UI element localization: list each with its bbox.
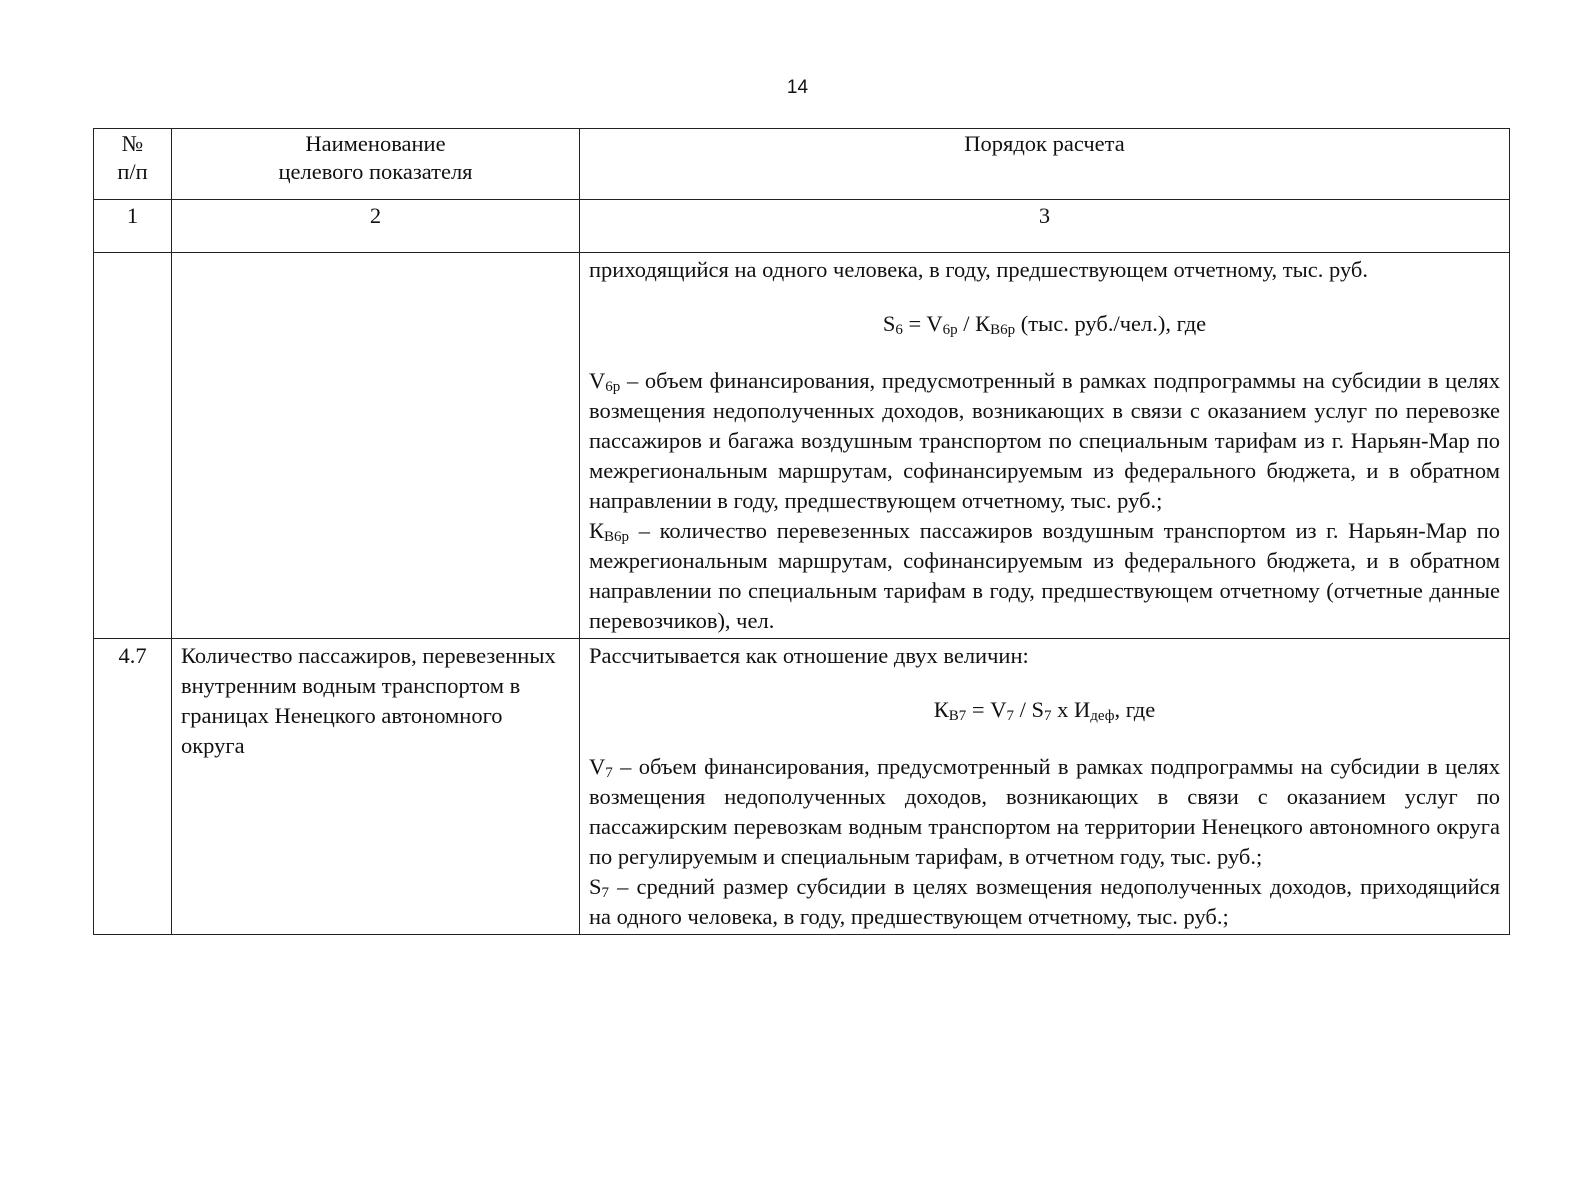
definition-v6r-text: – объем финансирования, предусмотренный в рамках подпрограммы на субсидии в целях возмещения недополученных доходов, возникающих в связи с оказанием услуг по перевозке пассажиров и багажа воздушным транспортом по специальным тарифам из г. Нарьян-Мар по межрегиональным маршрутам, софинансируемым из федерального бюджета, и в обратном направлении в году, предшествующем отчетному, тыс. руб.; [589,368,1500,513]
formula-kv7-k-sub: В7 [948,708,967,724]
formula-kv7 [589,695,1500,725]
header-name-line1: Наименование [305,131,446,156]
row-4-7-calc-cell [580,639,1510,935]
table-header-row [94,129,1510,200]
formula-kv7-mul: х И [1051,697,1091,722]
column-number-3: 3 [580,200,1510,253]
table-row-continuation [94,253,1510,639]
definition-s7 [589,872,1500,932]
formula-kv7-eq: = V [966,697,1007,722]
definition-kv6r-sub: В6р [604,529,630,545]
column-number-2: 2 [172,200,580,253]
cont-intro-text: приходящийся на одного человека, в году, предшествующем отчетному, тыс. руб. [589,257,1368,282]
definition-v6r [589,366,1500,516]
definition-v7 [589,752,1500,872]
header-name-line2: целевого показателя [278,159,473,184]
cont-name-cell [172,253,580,639]
cont-calc-cell [580,253,1510,639]
definition-s7-symbol: S [589,874,602,899]
formula-kv7-tail: , где [1114,697,1156,722]
formula-s6-tail: (тыс. руб./чел.), где [1015,311,1207,336]
formula-s6-v-sub: 6р [942,322,958,338]
definition-v6r-sub: 6р [605,379,621,395]
row-4-7-indicator-name: Количество пассажиров, перевезенных внутренним водным транспортом в границах Ненецкого автономного округа [172,639,580,935]
page-number: 14 [786,77,809,98]
row-4-7-number: 4.7 [94,639,172,935]
formula-kv7-v-sub: 7 [1006,708,1014,724]
formula-kv7-k: К [933,697,949,722]
formula-s6-eq: = V [902,311,943,336]
definition-s7-text: – средний размер субсидии в целях возмещения недополученных доходов, приходящийся на одного человека, в году, предшествующем отчетному, тыс. руб.; [589,874,1500,929]
formula-s6 [589,309,1500,339]
header-number-line2: п/п [117,159,148,184]
cont-number-cell [94,253,172,639]
header-number-line1: № [121,131,144,156]
header-indicator-name [172,129,580,200]
formula-kv7-s-sub: 7 [1044,708,1052,724]
column-number-1: 1 [94,200,172,253]
header-number [94,129,172,200]
formula-kv7-i-sub: деф [1090,708,1115,724]
column-number-row [94,200,1510,253]
formula-s6-s: S [882,311,896,336]
formula-s6-k-sub: В6р [990,322,1016,338]
table-row-4-7 [94,639,1510,935]
definition-kv6r-text: – количество перевезенных пассажиров воздушным транспортом из г. Нарьян-Мар по межрегиональным маршрутам, софинансируемым из федерального бюджета, и в обратном направлении по специальным тарифам в году, предшествующем отчетному (отчетные данные перевозчиков), чел. [589,518,1500,633]
header-calculation: Порядок расчета [580,129,1510,200]
definition-kv6r-symbol: К [589,518,605,543]
formula-s6-s-sub: 6 [895,322,903,338]
row-4-7-intro: Рассчитывается как отношение двух величин: [589,643,1029,668]
definition-kv6r [589,516,1500,636]
formula-kv7-div: / S [1013,697,1044,722]
definition-v7-symbol: V [589,754,606,779]
definition-v6r-symbol: V [589,368,606,393]
indicator-table [93,128,1510,935]
definition-s7-sub: 7 [601,885,610,901]
definition-v7-sub: 7 [605,765,613,781]
formula-s6-div: / К [957,311,991,336]
definition-v7-text: – объем финансирования, предусмотренный в рамках подпрограммы на субсидии в целях возмещения недополученных доходов, возникающих в связи с оказанием услуг по пассажирским перевозкам водным транспортом на территории Ненецкого автономного округа по регулируемым и специальным тарифам, в отчетном году, тыс. руб.; [589,754,1500,869]
